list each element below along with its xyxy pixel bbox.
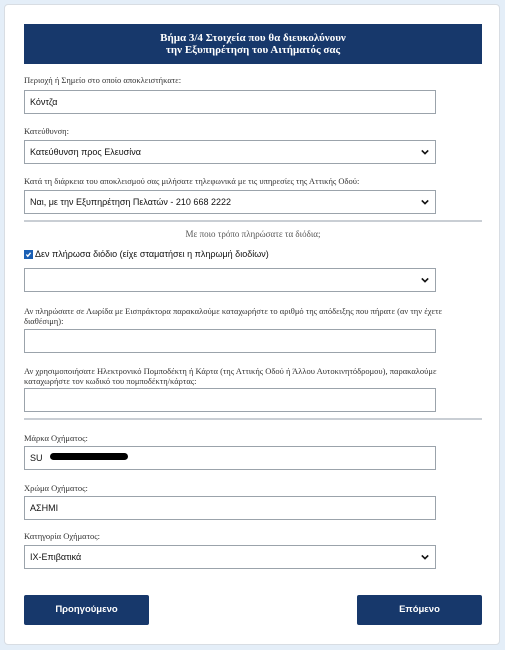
color-label: Χρώμα Οχήματος: <box>24 483 88 493</box>
chevron-down-icon <box>421 553 429 561</box>
receipt-input[interactable] <box>24 329 436 353</box>
check-icon <box>25 251 32 258</box>
color-input[interactable] <box>24 496 436 520</box>
chevron-down-icon <box>421 276 429 284</box>
category-select[interactable] <box>24 545 436 569</box>
category-select-value: ΙΧ-Επιβατικά <box>30 552 82 562</box>
chevron-down-icon <box>421 198 429 206</box>
direction-label: Κατεύθυνση: <box>24 126 69 136</box>
section-divider <box>24 418 482 420</box>
color-input-value: ΑΣΗΜΙ <box>30 503 59 513</box>
call-label: Κατά τη διάρκεια του αποκλεισμού σας μιλήσατε τηλεφωνικά με τις υπηρεσίες της Αττικής Οδού: <box>24 176 360 186</box>
step-header-line2: την Εξυπηρέτηση του Αιτήματός σας <box>165 44 341 56</box>
next-button[interactable]: Επόμενο <box>357 595 482 625</box>
call-select[interactable] <box>24 190 436 214</box>
area-input[interactable] <box>24 90 436 114</box>
step-header <box>24 24 482 64</box>
tag-input[interactable] <box>24 388 436 412</box>
payment-method-select[interactable] <box>24 268 436 292</box>
direction-select[interactable] <box>24 140 436 164</box>
tag-label: Αν χρησιμοποιήσατε Ηλεκτρονικό Πομποδέκτη ή Κάρτα (της Αττικής Οδού ή Άλλου Αυτοκινητόδρομου), παρακαλούμε καταχωρήστε τον κωδικό του πομποδέκτη/κάρτας: <box>24 366 437 386</box>
receipt-label: Αν πληρώσατε σε Λωρίδα με Εισπράκτορα παρακαλούμε καταχωρήστε το αριθμό της απόδειξης που πήρατε (αν την έχετε διαθέσιμη): <box>24 306 443 326</box>
section-divider <box>24 220 482 222</box>
brand-input-value: SU <box>30 453 43 463</box>
payment-section-title: Με ποιο τρόπο πληρώσατε τα διόδια; <box>185 229 321 239</box>
step-header-line1: Βήμα 3/4 Στοιχεία που θα διευκολύνουν <box>160 32 346 44</box>
direction-select-value: Κατεύθυνση προς Ελευσίνα <box>30 147 141 157</box>
category-label: Κατηγορία Οχήματος: <box>24 531 101 541</box>
previous-button[interactable]: Προηγούμενο <box>24 595 149 625</box>
area-label: Περιοχή ή Σημείο στο οποίο αποκλειστήκατε: <box>24 75 182 85</box>
chevron-down-icon <box>421 148 429 156</box>
call-select-value: Ναι, με την Εξυπηρέτηση Πελατών - 210 668 2222 <box>30 197 231 207</box>
no-payment-checkbox-row[interactable] <box>24 249 269 259</box>
area-input-value: Κόντζα <box>30 97 58 107</box>
brand-label: Μάρκα Οχήματος: <box>24 433 88 443</box>
no-payment-checkbox[interactable] <box>24 250 33 259</box>
redaction-mark <box>50 453 128 460</box>
no-payment-label: Δεν πλήρωσα διόδιο (είχε σταματήσει η πληρωμή διοδίων) <box>35 249 269 259</box>
